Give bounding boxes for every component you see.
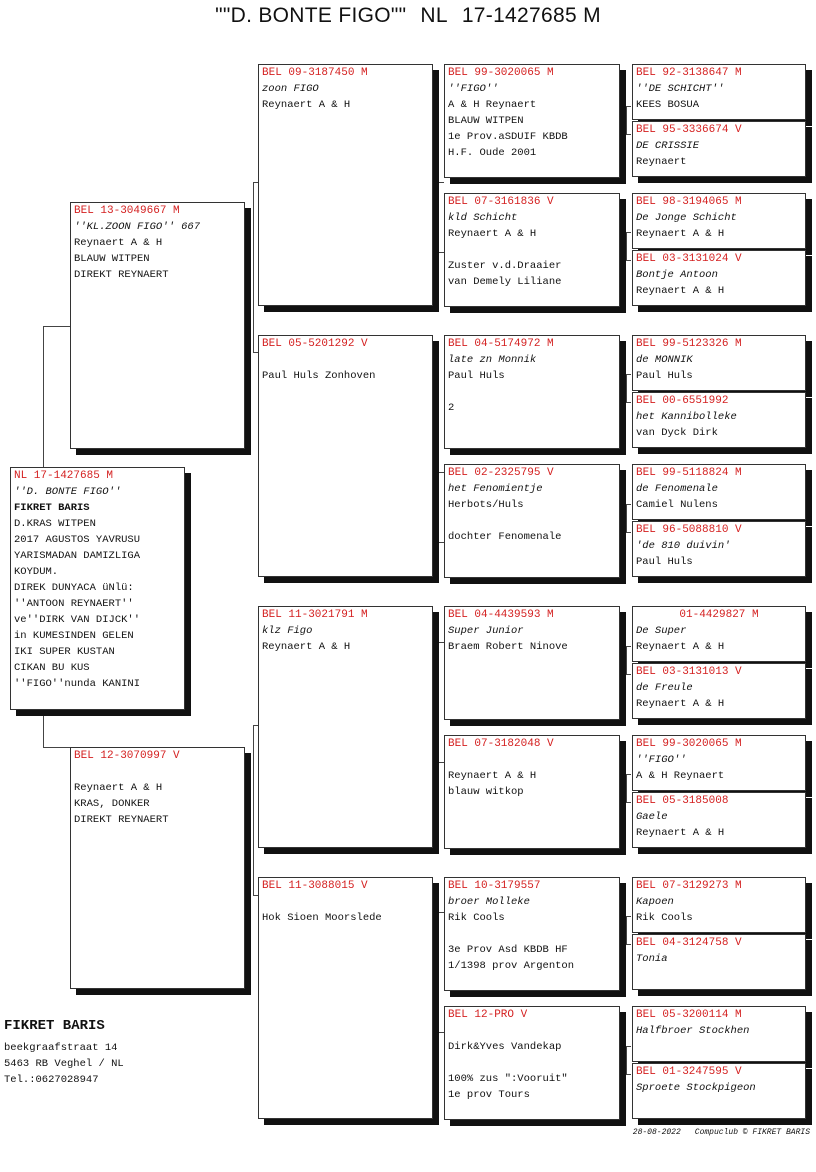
pigeon-info-line: Herbots/Huls [448,499,524,511]
connector [626,504,627,532]
pigeon-info-line: Reynaert A & H [636,827,725,839]
pigeon-info-line: DIREK DUNYACA üNlü: [14,582,134,594]
great-grandparent-card[interactable] [444,877,620,991]
pigeon-info-line: kld Schicht [448,212,518,224]
pedigree-title [0,4,816,28]
pigeon-info-line: FIKRET BARIS [14,502,90,514]
connector [626,802,631,803]
ring-number: BEL 09-3187450 M [262,67,368,79]
owner-phone: Tel.:0627028947 [4,1074,99,1086]
pigeon-info-line: Bontje Antoon [636,269,718,281]
great-grandparent-card[interactable] [444,64,620,178]
pigeon-info-line: Paul Huls [636,556,693,568]
connector [626,106,627,134]
great-great-grandparent-card[interactable] [632,1063,806,1119]
great-great-grandparent-card[interactable] [632,735,806,791]
pigeon-info-line: H.F. Oude 2001 [448,147,537,159]
grandparent-card[interactable] [258,64,433,306]
grandparent-card[interactable] [258,877,433,1119]
great-grandparent-card[interactable] [444,464,620,578]
connector [626,232,627,260]
pigeon-info-line: DIREKT REYNAERT [74,269,169,281]
great-grandparent-card[interactable] [444,735,620,849]
pigeon-info-line: Reynaert A & H [636,228,725,240]
pigeon-info-line: Reynaert A & H [636,698,725,710]
great-great-grandparent-card[interactable] [632,521,806,577]
pigeon-info-line: dochter Fenomenale [448,531,562,543]
pigeon-info-line: BLAUW WITPEN [448,115,524,127]
grandparent-card[interactable] [258,606,433,848]
pigeon-info-line: CIKAN BU KUS [14,662,90,674]
ring-number: BEL 11-3088015 V [262,880,368,892]
connector [438,642,439,762]
great-great-grandparent-card[interactable] [632,464,806,520]
spacer [448,242,616,258]
spacer [74,764,241,780]
pigeon-info-line: D.KRAS WITPEN [14,518,96,530]
ring-number: BEL 04-4439593 M [448,609,554,621]
pigeon-info-line: Hok Sioen Moorslede [262,912,382,924]
connector [438,182,444,183]
connector [43,326,44,468]
pigeon-info-line: Reynaert A & H [74,237,163,249]
spacer [448,1023,616,1039]
pigeon-info-line: Reynaert A & H [74,782,163,794]
ring-number: BEL 03-3131024 V [636,253,742,265]
pigeon-info-line: ''ANTOON REYNAERT'' [14,598,134,610]
pigeon-info-line: 3e Prov Asd KBDB HF [448,944,568,956]
pigeon-info-line: blauw witkop [448,786,524,798]
pigeon-info-line: KOYDUM. [14,566,59,578]
ring-number: NL 17-1427685 M [14,470,114,482]
ring-number: BEL 07-3182048 V [448,738,554,750]
ring-number: BEL 05-3200114 M [636,1009,742,1021]
pigeon-info-line: KRAS, DONKER [74,798,150,810]
connector [626,260,631,261]
pigeon-info-line: 2017 AGUSTOS YAVRUSU [14,534,141,546]
footer-credit: Compuclub © FIKRET BARIS [694,1128,810,1137]
ring-number: BEL 98-3194065 M [636,196,742,208]
spacer [262,352,429,368]
ring-number: BEL 12-PRO V [448,1009,528,1021]
pigeon-info-line: Reynaert A & H [636,285,725,297]
connector [626,674,631,675]
great-grandparent-card[interactable] [444,606,620,720]
pigeon-info-line: Dirk&Yves Vandekap [448,1041,562,1053]
connector [626,106,631,107]
great-great-grandparent-card[interactable] [632,335,806,391]
connector [626,646,627,674]
great-great-grandparent-card[interactable] [632,792,806,848]
owner-city: 5463 RB Veghel / NL [4,1058,124,1070]
pigeon-info-line: Paul Huls [636,370,693,382]
ring-number: BEL 04-3124758 V [636,937,742,949]
ring-number: BEL 95-3336674 V [636,124,742,136]
pigeon-info-line: De Super [636,625,687,637]
footer [619,1128,810,1137]
pigeon-info-line: Reynaert A & H [262,99,351,111]
sire-card[interactable] [70,202,245,449]
pigeon-info-line: zoon FIGO [262,83,319,95]
connector [253,725,254,895]
title-country: NL [420,4,448,27]
connector [626,774,627,802]
pigeon-info-line: ''FIGO'' [636,754,687,766]
spacer [262,894,429,910]
title-ring: 17-1427685 M [461,4,601,27]
ring-number: BEL 02-2325795 V [448,467,554,479]
connector [626,1046,631,1047]
pigeon-info-line: YARISMADAN DAMIZLIGA [14,550,141,562]
pigeon-info-line: van Dyck Dirk [636,427,718,439]
great-great-grandparent-card[interactable] [632,64,806,120]
great-great-grandparent-card[interactable] [632,663,806,719]
pigeon-info-line: De Jonge Schicht [636,212,737,224]
pigeon-info-line: klz Figo [262,625,313,637]
pigeon-info-line: Camiel Nulens [636,499,718,511]
pigeon-info-line: Tonia [636,953,668,965]
ring-number: BEL 99-5118824 M [636,467,742,479]
pigeon-info-line: 'de 810 duivin' [636,540,731,552]
great-great-grandparent-card[interactable] [632,392,806,448]
ring-number: BEL 07-3161836 V [448,196,554,208]
pigeon-info-line: Braem Robert Ninove [448,641,568,653]
ring-number: BEL 05-5201292 V [262,338,368,350]
connector [626,1074,631,1075]
pigeon-info-line: Super Junior [448,625,524,637]
pigeon-info-line: Kapoen [636,896,674,908]
ring-number: BEL 10-3179557 [448,880,541,892]
pigeon-info-line: Zuster v.d.Draaier [448,260,562,272]
pigeon-info-line: de Fenomenale [636,483,718,495]
pigeon-info-line: Paul Huls Zonhoven [262,370,376,382]
pigeon-info-line: het Fenomientje [448,483,543,495]
pigeon-info-line: Reynaert A & H [448,228,537,240]
spacer [448,384,616,400]
ring-number: BEL 12-3070997 V [74,750,180,762]
footer-date: 28-08-2022 [632,1128,681,1137]
great-great-grandparent-card[interactable] [632,193,806,249]
ring-number: BEL 04-5174972 M [448,338,554,350]
connector [43,710,44,747]
pigeon-info-line: in KUMESINDEN GELEN [14,630,134,642]
ring-number: BEL 05-3185008 [636,795,729,807]
connector [438,182,439,252]
owner-info [4,1018,124,1088]
pigeon-info-line: A & H Reynaert [448,99,537,111]
great-great-grandparent-card[interactable] [632,606,806,662]
great-great-grandparent-card[interactable] [632,250,806,306]
pigeon-info-line: Gaele [636,811,668,823]
pigeon-info-line: Reynaert A & H [262,641,351,653]
spacer [448,513,616,529]
pigeon-info-line: ''D. BONTE FIGO'' [14,486,122,498]
pigeon-info-line: ''FIGO''nunda KANINI [14,678,141,690]
great-great-grandparent-card[interactable] [632,121,806,177]
pigeon-info-line: Sproete Stockpigeon [636,1082,756,1094]
ring-number: BEL 92-3138647 M [636,67,742,79]
connector [626,532,631,533]
great-great-grandparent-card[interactable] [632,934,806,990]
connector [626,374,631,375]
spacer [448,752,616,768]
spacer [448,1055,616,1071]
pigeon-info-line: Reynaert [636,156,687,168]
pigeon-info-line: BLAUW WITPEN [74,253,150,265]
great-grandparent-card[interactable] [444,1006,620,1120]
pigeon-info-line: KEES BOSUA [636,99,700,111]
pigeon-info-line: ''FIGO'' [448,83,499,95]
ring-number: BEL 07-3129273 M [636,880,742,892]
pigeon-info-line: Paul Huls [448,370,505,382]
connector [438,912,439,1032]
pigeon-info-line: Rik Cools [448,912,505,924]
great-grandparent-card[interactable] [444,193,620,307]
pigeon-info-line: late zn Monnik [448,354,537,366]
ring-number: BEL 03-3131013 V [636,666,742,678]
pigeon-info-line: de Freule [636,682,693,694]
pigeon-info-line: ''DE SCHICHT'' [636,83,725,95]
owner-street: beekgraafstraat 14 [4,1042,118,1054]
connector [626,504,631,505]
spacer [448,926,616,942]
ring-number: BEL 99-5123326 M [636,338,742,350]
pigeon-info-line: ve''DIRK VAN DIJCK'' [14,614,141,626]
pigeon-info-line: A & H Reynaert [636,770,725,782]
great-grandparent-card[interactable] [444,335,620,449]
pigeon-info-line: broer Molleke [448,896,530,908]
pigeon-info-line: het Kannibolleke [636,411,737,423]
connector [43,747,70,748]
ring-number: BEL 01-3247595 V [636,1066,742,1078]
ring-number: BEL 99-3020065 M [448,67,554,79]
ring-number: BEL 96-5088810 V [636,524,742,536]
pigeon-info-line: Rik Cools [636,912,693,924]
connector [626,374,627,402]
connector [438,472,439,542]
connector [626,134,631,135]
pigeon-info-line: DE CRISSIE [636,140,700,152]
connector [626,916,627,944]
owner-name: FIKRET BARIS [4,1018,105,1034]
dam-card[interactable] [70,747,245,989]
pigeon-info-line: van Demely Liliane [448,276,562,288]
connector [43,326,70,327]
pigeon-info-line: 1e prov Tours [448,1089,530,1101]
connector [626,1046,627,1074]
pigeon-info-line: Reynaert A & H [448,770,537,782]
ring-number: BEL 11-3021791 M [262,609,368,621]
ring-number: BEL 00-6551992 [636,395,729,407]
great-great-grandparent-card[interactable] [632,877,806,933]
pigeon-info-line: DIREKT REYNAERT [74,814,169,826]
connector [626,944,631,945]
connector [626,646,631,647]
pigeon-info-line: 1e Prov.aSDUIF KBDB [448,131,568,143]
pigeon-info-line: Reynaert A & H [636,641,725,653]
connector [626,402,631,403]
pigeon-info-line: ''KL.ZOON FIGO'' 667 [74,221,201,233]
ring-number: BEL 99-3020065 M [636,738,742,750]
pigeon-info-line: 100% zus ":Vooruit" [448,1073,568,1085]
title-name: ""D. BONTE FIGO"" [215,4,407,27]
pigeon-info-line: 2 [448,402,455,414]
connector [626,774,631,775]
ring-number: BEL 13-3049667 M [74,205,180,217]
pigeon-info-line: de MONNIK [636,354,693,366]
subject-pigeon-card[interactable] [10,467,185,710]
connector [626,916,631,917]
pigeon-info-line: Halfbroer Stockhen [636,1025,750,1037]
grandparent-card[interactable] [258,335,433,577]
connector [253,182,254,352]
great-great-grandparent-card[interactable] [632,1006,806,1062]
ring-number: 01-4429827 M [679,609,759,621]
connector [626,232,631,233]
pigeon-info-line: IKI SUPER KUSTAN [14,646,115,658]
pigeon-info-line: 1/1398 prov Argenton [448,960,575,972]
